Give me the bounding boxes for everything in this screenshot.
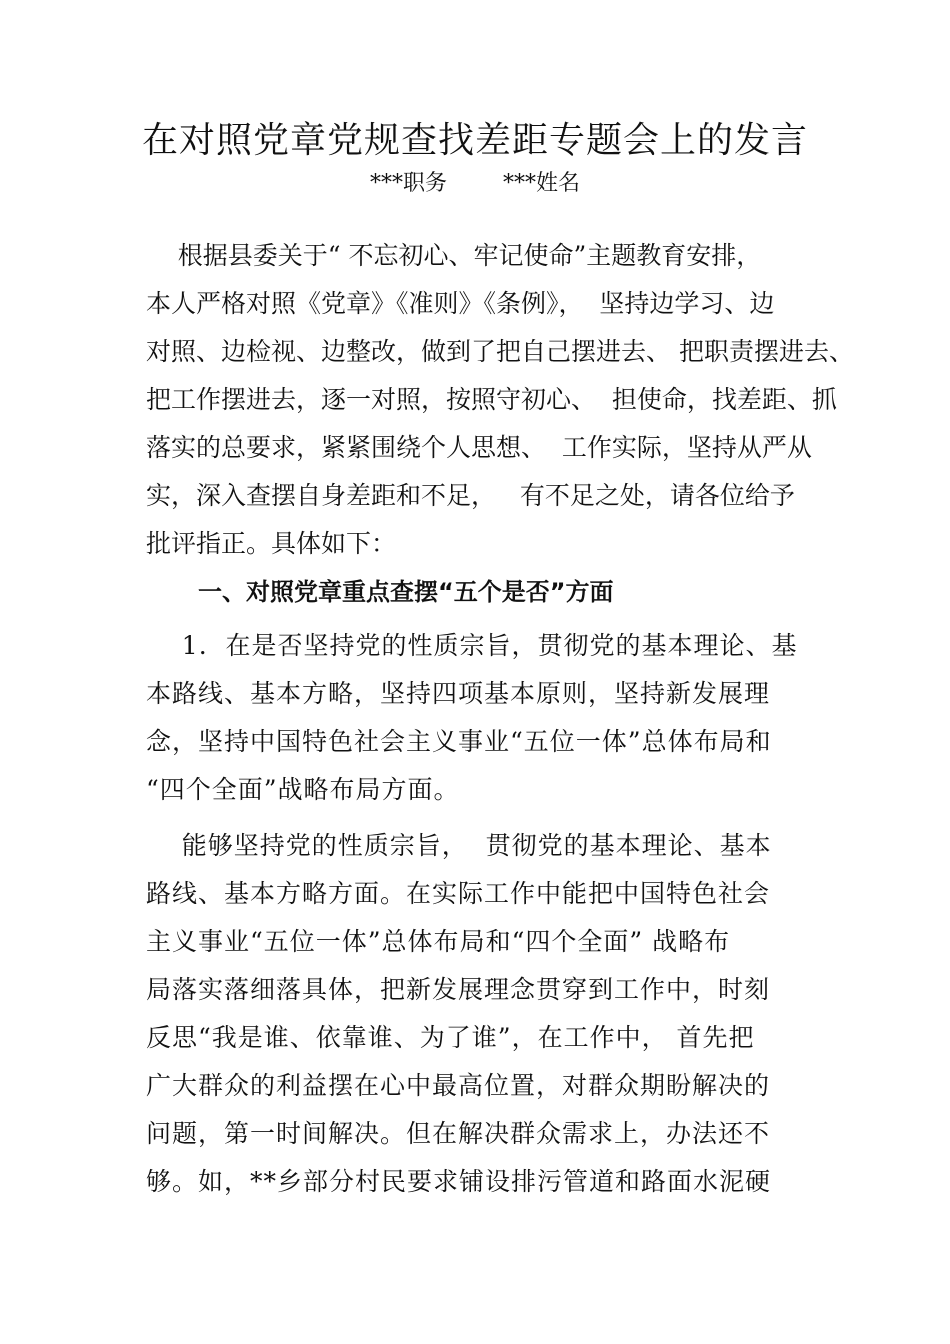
document-title: 在对照党章党规查找差距专题会上的发言 bbox=[141, 120, 808, 161]
intro-line: 批评指正。具体如下： bbox=[146, 529, 397, 558]
para-line: 路线、基本方略方面。在实际工作中能把中国特色社会 bbox=[146, 879, 771, 908]
item-line: “四个全面”战略布局方面。 bbox=[146, 775, 460, 804]
intro-paragraph bbox=[146, 232, 854, 568]
para-line: 局落实落细落具体，把新发展理念贯穿到工作中，时刻 bbox=[146, 975, 771, 1004]
author-name: ***姓名 bbox=[503, 171, 581, 196]
para-line: 够。如，**乡部分村民要求铺设排污管道和路面水泥硬 bbox=[146, 1167, 772, 1196]
para-line: 反思“我是谁、依靠谁、为了谁”，在工作中， 首先把 bbox=[146, 1023, 755, 1052]
intro-line: 本人严格对照《党章》《准则》《条例》， 坚持边学习、边 bbox=[146, 289, 775, 318]
byline bbox=[0, 166, 950, 197]
intro-line: 根据县委关于“ 不忘初心、牢记使命”主题教育安排， bbox=[146, 241, 762, 270]
body-paragraph bbox=[146, 822, 826, 1206]
para-line: 广大群众的利益摆在心中最高位置，对群众期盼解决的 bbox=[146, 1071, 771, 1100]
intro-line: 对照、边检视、边整改，做到了把自己摆进去、 把职责摆进去、 bbox=[146, 337, 854, 366]
para-line: 问题，第一时间解决。但在解决群众需求上，办法还不 bbox=[146, 1119, 771, 1148]
item-line: 1. 在是否坚持党的性质宗旨，贯彻党的基本理论、基 bbox=[146, 631, 798, 660]
section-heading: 一、对照党章重点查摆“五个是否”方面 bbox=[198, 578, 614, 606]
item-line: 念，坚持中国特色社会主义事业“五位一体”总体布局和 bbox=[146, 727, 772, 756]
intro-line: 实，深入查摆自身差距和不足， 有不足之处，请各位给予 bbox=[146, 481, 795, 510]
item-line: 本路线、基本方略，坚持四项基本原则，坚持新发展理 bbox=[146, 679, 771, 708]
author-position: ***职务 bbox=[369, 171, 447, 196]
intro-line: 把工作摆进去，逐一对照，按照守初心、 担使命，找差距、抓 bbox=[146, 385, 837, 414]
para-line: 主义事业“五位一体”总体布局和“四个全面” 战略布 bbox=[146, 927, 731, 956]
item-paragraph bbox=[146, 622, 826, 814]
document-body bbox=[146, 232, 854, 1206]
para-line: 能够坚持党的性质宗旨， 贯彻党的基本理论、基本 bbox=[146, 831, 772, 860]
intro-line: 落实的总要求，紧紧围绕个人思想、 工作实际，坚持从严从 bbox=[146, 433, 812, 462]
